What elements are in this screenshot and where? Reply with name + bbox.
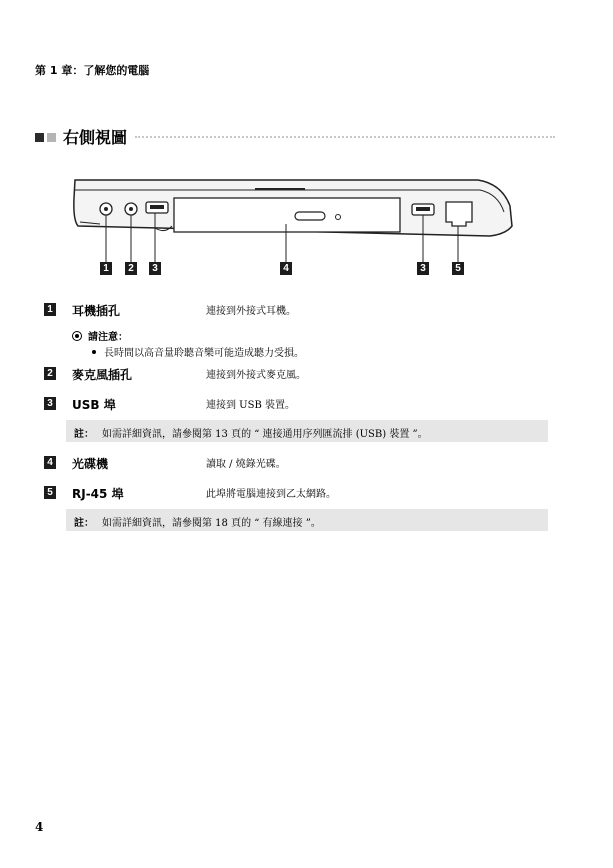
page-number: 4: [35, 820, 44, 834]
note-usb: [66, 420, 548, 442]
item-description: 此埠將電腦連接到乙太網路。: [206, 489, 336, 500]
caution-heading: [72, 328, 128, 343]
note-wired-connection: [66, 509, 548, 531]
item-description: 連接到 USB 裝置。: [206, 400, 295, 411]
section-title-text: 右側視圖: [63, 128, 128, 147]
section-marker-icon: [35, 133, 44, 142]
item-description: 連接到外接式麥克風。: [206, 370, 306, 381]
note-label: 註：: [74, 429, 94, 440]
item-number-badge: 2: [44, 367, 56, 380]
item-name: 光碟機: [72, 457, 109, 471]
caution-bullet: [92, 344, 304, 359]
item-number-badge: 4: [44, 456, 56, 469]
caution-text: 長時間以高音量聆聽音樂可能造成聽力受損。: [104, 348, 304, 359]
note-text: 如需詳細資訊，請參閱第 18 頁的 “ 有線連接 ”。: [102, 518, 321, 529]
caution-title: 請注意：: [88, 332, 128, 343]
item-name: 麥克風插孔: [72, 368, 133, 382]
callout-microphone: 2: [125, 262, 137, 275]
callout-usb-right: 3: [417, 262, 429, 275]
section-divider: [135, 136, 555, 138]
item-number-badge: 5: [44, 486, 56, 499]
callout-optical-drive: 4: [280, 262, 292, 275]
section-title: [35, 125, 555, 147]
callout-rj45: 5: [452, 262, 464, 275]
section-marker-icon: [47, 133, 56, 142]
item-number-badge: 1: [44, 303, 56, 316]
item-name: RJ-45 埠: [72, 487, 124, 501]
note-text: 如需詳細資訊，請參閱第 13 頁的 “ 連接通用序列匯流排 (USB) 裝置 ”。: [102, 429, 428, 440]
caution-icon: [72, 331, 82, 341]
laptop-right-side-figure: [70, 168, 520, 280]
callout-usb-left: 3: [149, 262, 161, 275]
bullet-icon: [92, 350, 96, 354]
item-number-badge: 3: [44, 397, 56, 410]
chapter-header: 第 1 章：了解您的電腦: [35, 64, 150, 77]
item-name: 耳機插孔: [72, 304, 121, 318]
item-description: 連接到外接式耳機。: [206, 306, 296, 317]
item-name: USB 埠: [72, 398, 116, 412]
callout-headphone: 1: [100, 262, 112, 275]
item-description: 讀取 / 燒錄光碟。: [206, 459, 286, 470]
note-label: 註：: [74, 518, 94, 529]
